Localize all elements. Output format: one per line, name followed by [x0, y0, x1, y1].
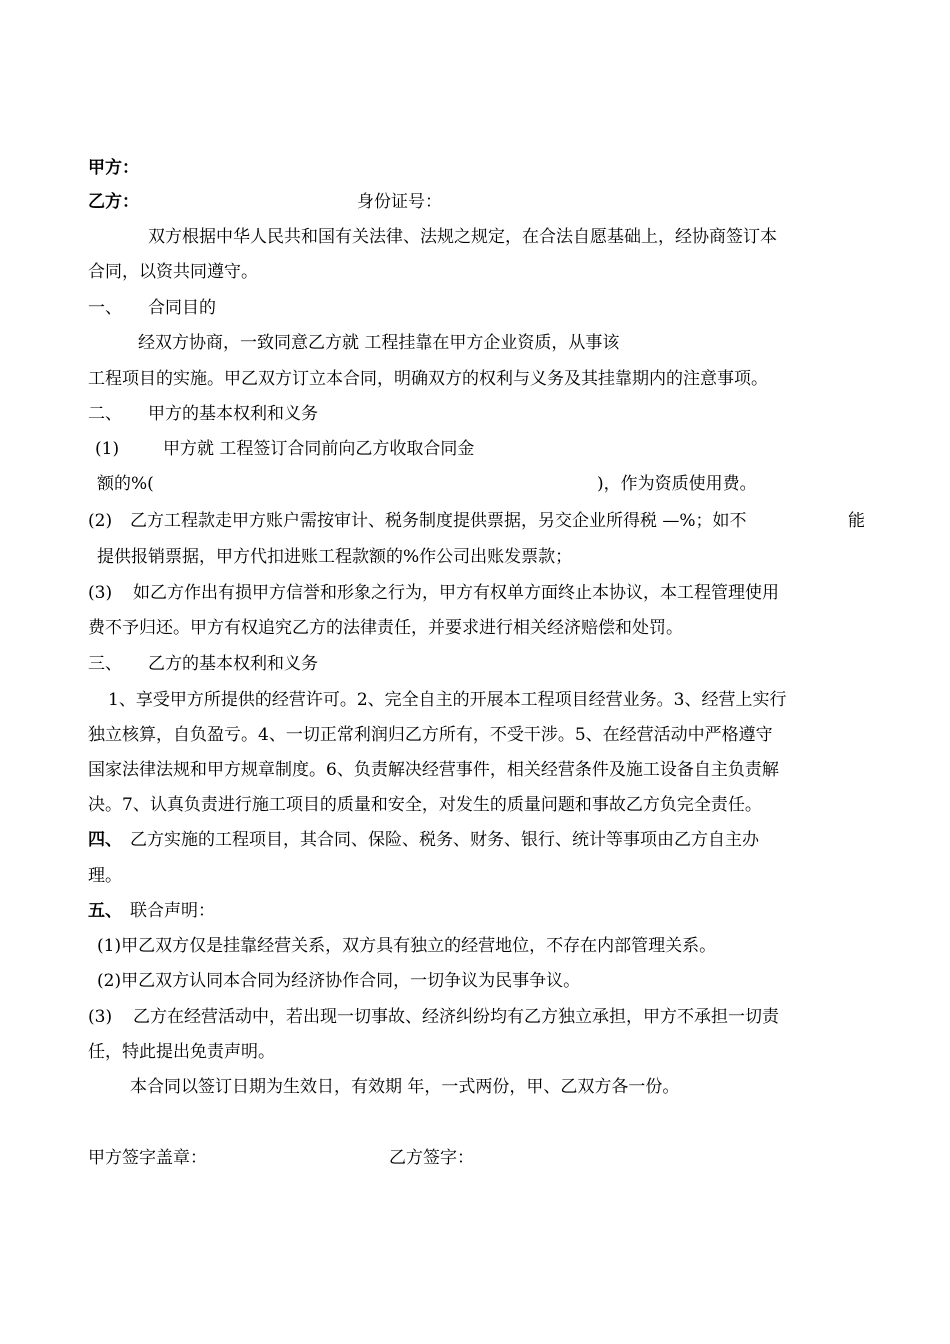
section-2-item-3-line-1: 如乙方作出有损甲方信誉和形象之行为，甲方有权单方面终止本协议，本工程管理使用 [133, 583, 779, 603]
section-1-title: 合同目的 [148, 298, 216, 318]
id-number-label: 身份证号： [357, 192, 442, 212]
section-3-number: 三、 [88, 654, 122, 674]
party-b-signature-label: 乙方签字： [389, 1148, 474, 1168]
section-4-line-1: 乙方实施的工程项目，其合同、保险、税务、财务、银行、统计等事项由乙方自主办 [130, 830, 759, 850]
section-1-number: 一、 [88, 298, 122, 318]
section-2-item-1-line-1: 甲方就 工程签订合同前向乙方收取合同金 [163, 439, 475, 459]
intro-line-2: 合同，以资共同遵守。 [88, 262, 258, 282]
section-2-item-3-line-2: 费不予归还。甲方有权追究乙方的法律责任，并要求进行相关经济赔偿和处罚。 [88, 618, 683, 638]
section-2-item-1-line-2a: 额的%( [97, 474, 154, 494]
section-5-item-3-number: (3) [88, 1007, 113, 1027]
party-b-label: 乙方： [88, 192, 139, 212]
section-2-item-1-number: (1) [95, 439, 120, 459]
section-2-item-3-number: (3) [88, 583, 113, 603]
section-3-line-1: 1、享受甲方所提供的经营许可。2、完全自主的开展本工程项目经营业务。3、经营上实行 [108, 690, 787, 710]
section-5-item-3-line-1: 乙方在经营活动中，若出现一切事故、经济纠纷均有乙方独立承担，甲方不承担一切责 [133, 1007, 779, 1027]
intro-line-1: 双方根据中华人民共和国有关法律、法规之规定，在合法自愿基础上，经协商签订本 [148, 227, 777, 247]
section-2-item-2-line-2: 提供报销票据，甲方代扣进账工程款额的%作公司出账发票款； [97, 547, 573, 567]
party-a-signature-label: 甲方签字盖章： [88, 1148, 207, 1168]
section-2-number: 二、 [88, 404, 122, 424]
section-2-item-2-line-1b: 能 [848, 511, 865, 531]
party-a-label: 甲方： [88, 158, 139, 178]
section-2-item-1-line-2b: )，作为资质使用费。 [597, 474, 757, 494]
section-2-item-2-line-1a: 乙方工程款走甲方账户需按审计、税务制度提供票据，另交企业所得税 —%；如不 [130, 511, 747, 531]
section-2-title: 甲方的基本权利和义务 [148, 404, 318, 424]
section-4-line-2: 理。 [88, 866, 122, 886]
section-3-line-2: 独立核算，自负盈亏。4、一切正常利润归乙方所有，不受干涉。5、在经营活动中严格遵守 [88, 725, 773, 745]
section-5-number: 五、 [88, 901, 122, 921]
section-5-item-2: (2)甲乙双方认同本合同为经济协作合同，一切争议为民事争议。 [97, 971, 581, 991]
section-1-line-2: 工程项目的实施。甲乙双方订立本合同，明确双方的权利与义务及其挂靠期内的注意事项。 [88, 369, 768, 389]
section-2-item-2-number: (2) [88, 511, 113, 531]
section-3-title: 乙方的基本权利和义务 [148, 654, 318, 674]
validity-clause: 本合同以签订日期为生效日，有效期 年，一式两份，甲、乙双方各一份。 [130, 1077, 680, 1097]
section-1-line-1: 经双方协商，一致同意乙方就 工程挂靠在甲方企业资质，从事该 [138, 333, 620, 353]
section-5-item-3-line-2: 任，特此提出免责声明。 [88, 1042, 275, 1062]
section-5-item-1: (1)甲乙双方仅是挂靠经营关系，双方具有独立的经营地位，不存在内部管理关系。 [97, 936, 717, 956]
section-3-line-4: 决。7、认真负责进行施工项目的质量和安全，对发生的质量问题和事故乙方负完全责任。 [88, 795, 762, 815]
section-4-number: 四、 [88, 830, 122, 850]
section-5-title: 联合声明： [130, 901, 215, 921]
section-3-line-3: 国家法律法规和甲方规章制度。6、负责解决经营事件，相关经营条件及施工设备自主负责解 [88, 760, 779, 780]
